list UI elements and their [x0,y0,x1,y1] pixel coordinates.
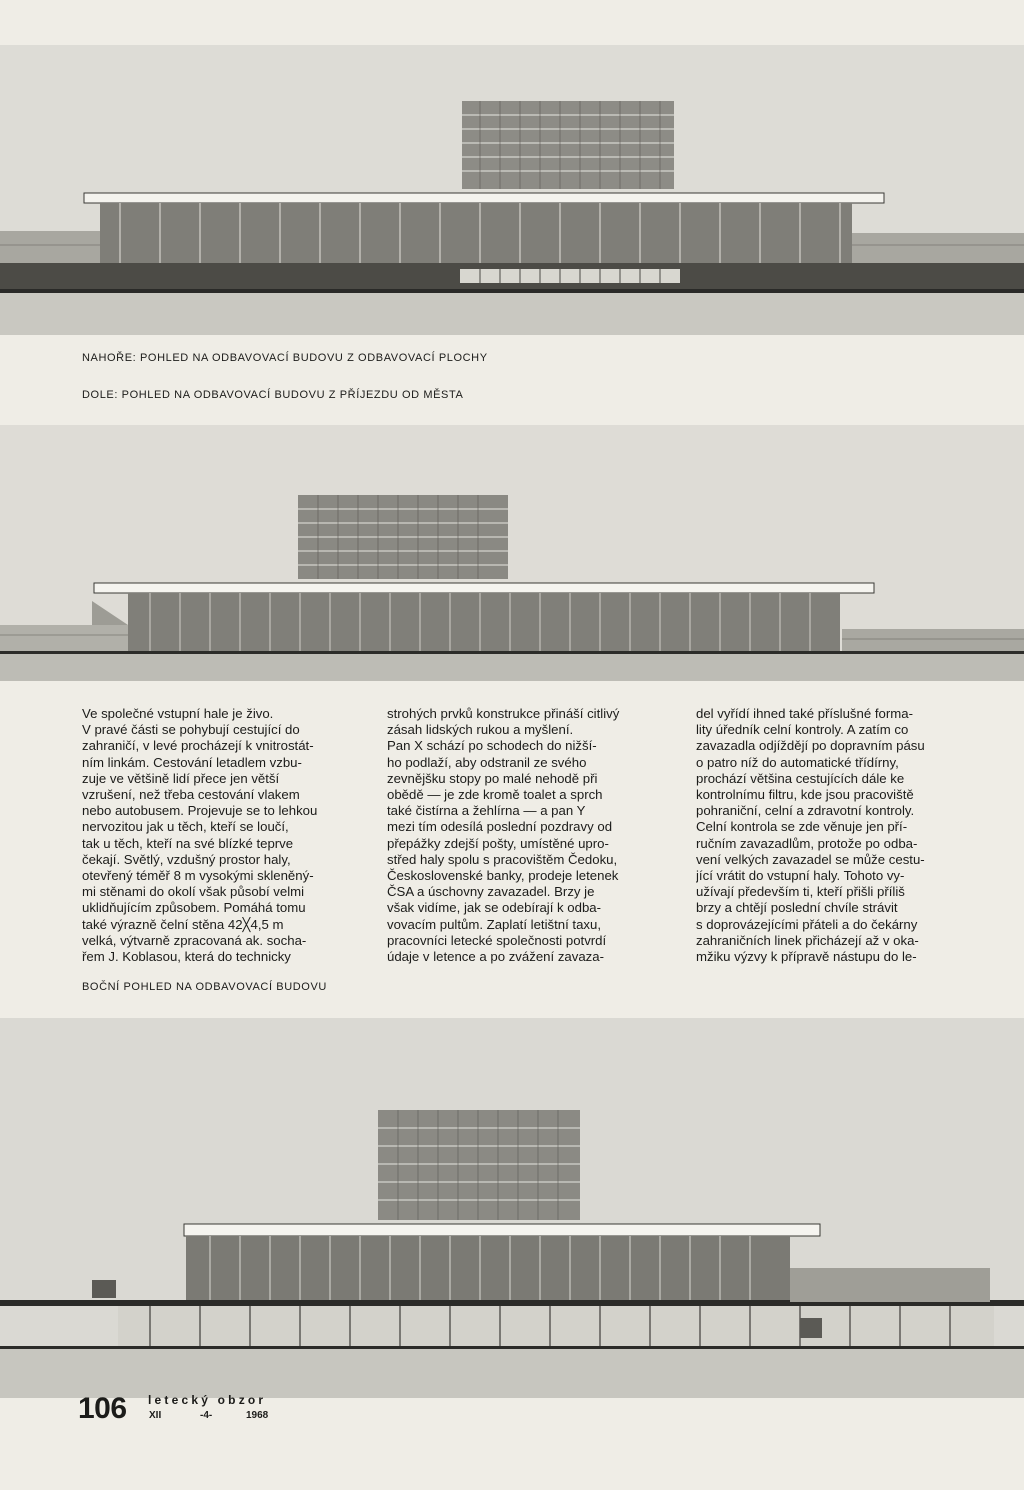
photo-building-from-apron [0,45,1024,335]
caption-bottom-photo: BOČNÍ POHLED NA ODBAVOVACÍ BUDOVU [82,981,327,993]
article-line: čekají. Světlý, vzdušný prostor haly, [82,851,291,867]
photo-building-from-city [0,425,1024,681]
article-line: Československé banky, prodeje letenek [387,868,619,884]
article-line: kontrolnímu filtru, kde jsou pracoviště [696,787,914,803]
article-line: V pravé části se pohybují cestující do [82,722,300,738]
issue-number: -4- [200,1410,213,1421]
article-line: také výrazně čelní stěna 42╳4,5 m [82,916,284,932]
article-line: pracovníci letecké společnosti potvrdí [387,932,607,948]
caption-top-photo: NAHOŘE: POHLED NA ODBAVOVACÍ BUDOVU Z ODBAVOVACÍ PLOCHY [82,352,488,364]
article-line: přepážky zdejší pošty, umístěné upro- [387,835,609,851]
article-line: tak u těch, kteří na své blízké teprve [82,835,294,851]
issue-volume: XII [149,1410,162,1421]
article-line: obědě — je zde kromě toalet a sprch [387,787,603,803]
article-line: vení velkých zavazadel se může cestu- [696,851,925,867]
page-number: 106 [78,1392,127,1425]
article-line: pohraniční, celní a zdravotní kontroly. [696,803,915,819]
article-line: zahraničí, v levé procházejí k vnitrostát- [82,738,314,754]
article-line: střed haly spolu s pracovištěm Čedoku, [387,851,618,867]
article-line: ním linkám. Cestování letadlem vzbu- [82,754,302,770]
article-line: Celní kontrola se zde věnuje jen pří- [696,819,908,835]
article-line: o patro níž do automatické třídírny, [696,754,899,770]
article-column-3 [696,706,976,965]
article-line: prochází většina cestujících dále ke [696,770,905,786]
article-line: s doprovázejícími přáteli a do čekárny [696,916,918,932]
article-line: zavazadla odjíždějí po dopravním pásu [696,738,925,754]
article-line: ručním zavazadlům, protože po odba- [696,835,918,851]
article-line: také čistírna a žehlírna — a pan Y [387,803,586,819]
article-line: nebo autobusem. Projevuje se to lehkou [82,803,318,819]
article-line: brzy a chtějí poslední chvíle strávit [696,900,898,916]
article-line: del vyřídí ihned také příslušné forma- [696,706,913,721]
issue-year: 1968 [246,1410,269,1421]
article-line: nervozitou jak u těch, kteří se loučí, [82,819,289,835]
magazine-title: letecký obzor [148,1393,267,1407]
article-line: Ve společné vstupní hale je živo. [82,706,274,721]
photo-building-side-view [0,1018,1024,1398]
article-line: otevřený téměř 8 m vysokými skleněný- [82,868,314,884]
article-line: lity úředník celní kontroly. A zatím co [696,722,909,738]
article-line: mžiku výzvy k přípravě nástupu do le- [696,949,917,965]
article-line: mezi tím odesílá poslední pozdravy od [387,819,613,835]
article-line: strohých prvků konstrukce přináší citlivý [387,706,620,721]
article-line: Pan X schází po schodech do nižší- [387,738,597,754]
article-column-1 [82,706,362,965]
article-column-2 [387,706,667,965]
article-line: zevnějšku stopy po malé nehodě při [387,770,598,786]
article-line: zásah lidských rukou a myšlení. [387,722,574,738]
article-line: vzrušení, než třeba cestování vlakem [82,787,300,803]
article-line: mi stěnami do okolí však působí velmi [82,884,305,900]
article-line: údaje v letence a po zvážení zavaza- [387,949,604,965]
article-line: ČSA a úschovny zavazadel. Brzy je [387,884,595,900]
article-line: užívají především ti, kteří přišli příliš [696,884,905,900]
article-line: však vidíme, jak se odebírají k odba- [387,900,602,916]
article-line: zuje ve většině lidí přece jen větší [82,770,280,786]
caption-middle-photo: DOLE: POHLED NA ODBAVOVACÍ BUDOVU Z PŘÍJEZDU OD MĚSTA [82,389,464,401]
article-line: velká, výtvarně zpracovaná ak. socha- [82,932,307,948]
article-line: uklidňujícím způsobem. Pomáhá tomu [82,900,306,916]
article-line: zahraničních linek přicházejí až v oka- [696,932,919,948]
article-line: jící vrátit do vstupní haly. Tohoto vy- [696,868,905,884]
article-line: ho podlaží, aby odstranil ze svého [387,754,587,770]
article-line: vovacím pultům. Zaplatí letištní taxu, [387,916,602,932]
article-line: řem J. Koblasou, která do technicky [82,949,291,965]
